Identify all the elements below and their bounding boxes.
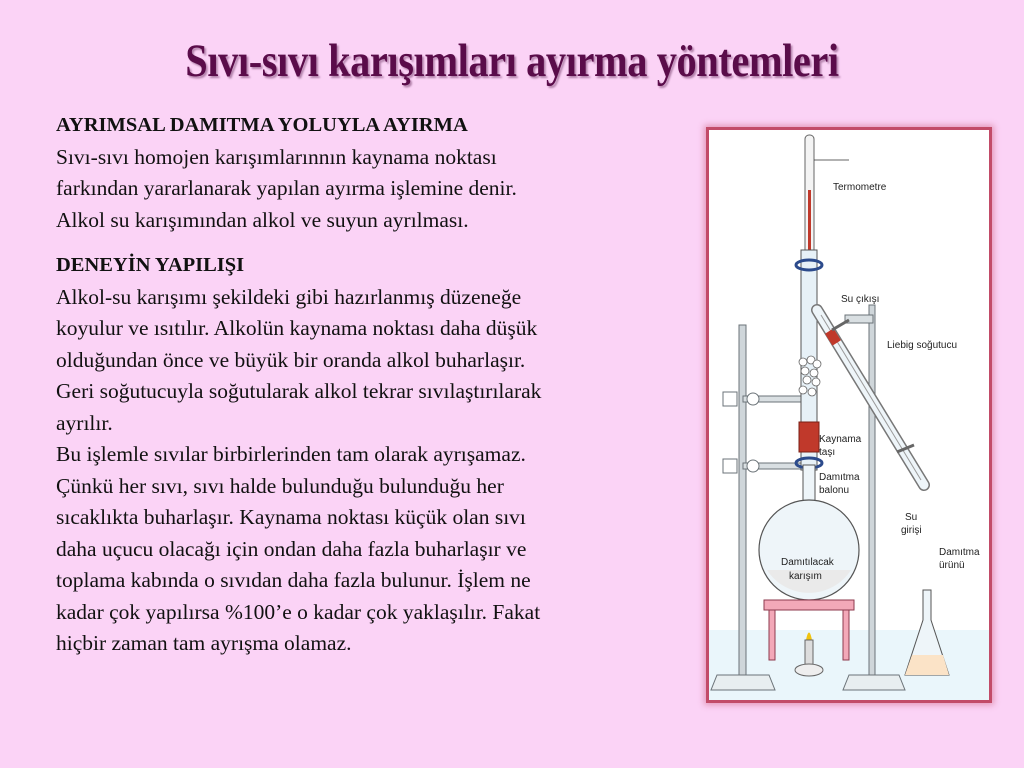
section2-line: Geri soğutucuyla soğutularak alkol tekrar sıvılaştırılarak bbox=[56, 379, 542, 403]
section2-line: daha uçucu olacağı için ondan daha fazla buharlaşır ve bbox=[56, 536, 527, 561]
section1-heading: AYRIMSAL DAMITMA YOLUYLA AYIRMA bbox=[56, 114, 468, 136]
section2-line: olduğundan önce ve büyük bir oranda alkol buharlaşır. bbox=[56, 347, 526, 372]
section2-line: kadar çok yapılırsa %100’e o kadar çok yaklaşılır. Fakat bbox=[56, 599, 541, 624]
section1-line: farkından yararlanarak yapılan ayırma işlemine denir. bbox=[56, 176, 517, 200]
label-flask: Damıtma bbox=[819, 472, 860, 483]
section2-line: Çünkü her sıvı, sıvı halde bulunduğu bulunduğu her bbox=[56, 473, 504, 498]
label-condenser: Liebig soğutucu bbox=[887, 340, 958, 351]
label-product: ürünü bbox=[939, 560, 965, 571]
label-mixture: karışım bbox=[789, 571, 822, 582]
section2-line: Alkol-su karışımı şekildeki gibi hazırlanmış düzeneğe bbox=[56, 284, 522, 309]
label-mixture: Damıtılacak bbox=[781, 557, 834, 568]
body-text bbox=[56, 110, 706, 660]
label-flask: balonu bbox=[819, 485, 850, 496]
section2-line: Bu işlemle sıvılar birbirlerinden tam olarak ayrışamaz. bbox=[56, 442, 526, 466]
section2-line: koyulur ve ısıtılır. Alkolün kaynama noktası daha düşük bbox=[56, 316, 538, 340]
section2-line: ayrılır. bbox=[56, 410, 113, 435]
label-product: Damıtma bbox=[939, 547, 980, 558]
label-boiling-chip: Kaynama bbox=[819, 434, 862, 445]
label-water-in: Su bbox=[905, 512, 918, 523]
section2-heading: DENEYİN YAPILIŞI bbox=[56, 254, 245, 276]
label-thermometer: Termometre bbox=[833, 182, 887, 193]
slide-title: Sıvı-sıvı karışımları ayırma yöntemleri bbox=[185, 35, 839, 87]
distillation-apparatus-illustration bbox=[709, 130, 989, 700]
section1-line: Alkol su karışımından alkol ve suyun ayrılması. bbox=[56, 207, 469, 232]
section1-line: Sıvı-sıvı homojen karışımlarınnın kaynama noktası bbox=[56, 144, 497, 169]
section2-line: sıcaklıkta buharlaşır. Kaynama noktası küçük olan sıvı bbox=[56, 505, 526, 529]
label-water-in: girişi bbox=[901, 525, 922, 536]
distillation-figure bbox=[706, 127, 992, 703]
section2-line: toplama kabında o sıvıdan daha fazla bulunur. İşlem ne bbox=[56, 568, 531, 592]
label-boiling-chip: taşı bbox=[819, 447, 836, 458]
section2-line: hiçbir zaman tam ayrışma olamaz. bbox=[56, 631, 352, 655]
label-water-out: Su çıkışı bbox=[841, 294, 880, 305]
